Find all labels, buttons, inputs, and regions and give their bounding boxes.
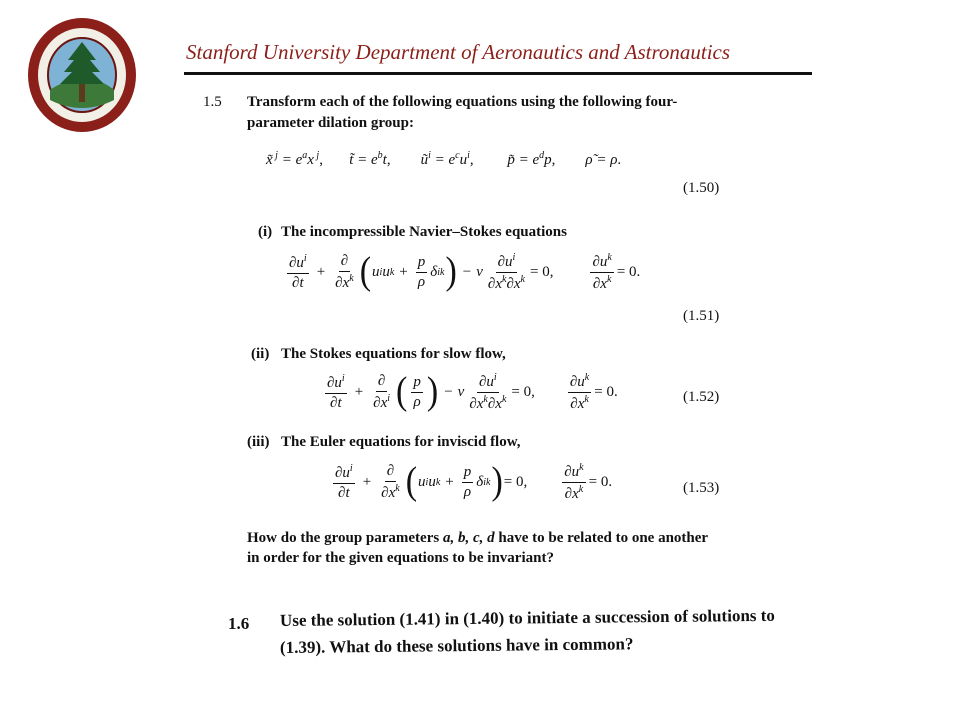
- part-iii-label: (iii): [247, 434, 270, 450]
- equation-1-50: x̃ $^j = e^ax$ $^j$, t̃ = $e^bt$, $ũ^i = e^cu^i$, p̃ = $e^dp$, ρ̃ = ρ.: [266, 150, 622, 168]
- part-ii-text: The Stokes equations for slow flow,: [281, 346, 506, 362]
- equation-label-1-52: (1.52): [683, 389, 720, 405]
- question-params: a, b, c, d: [442, 530, 495, 546]
- equation-1-53: $\frac{\partial u^i}{\partial t}$ + $\frac{\partial}{\partial x^k}$ ( u i u k + $\frac{p}{\rho}$ δ i k ) = 0, $\frac{\partial u^k}{\partial x^k}$ = 0.: [335, 460, 613, 503]
- problem-1-5-line-1: Transform each of the following equations using the following four-: [247, 94, 678, 110]
- problem-number-1-6: 1.6: [228, 614, 250, 633]
- question-line-1: How do the group parameters a, b, c, d have to be related to one another: [247, 530, 709, 546]
- part-iii-text: The Euler equations for inviscid flow,: [281, 434, 521, 450]
- part-i-label: (i): [258, 224, 273, 240]
- problem-number-1-5: 1.5: [203, 94, 222, 110]
- problem-1-6-line-1: Use the solution (1.41) in (1.40) to initiate a succession of solutions to: [279, 605, 775, 630]
- header-title: Stanford University Department of Aeronautics and Astronautics: [186, 40, 731, 64]
- equation-1-52: $\frac{\partial u^i}{\partial t}$ + $\frac{\partial}{\partial x^i}$ ( $\frac{p}{\rho}$ ) − ν $\frac{\partial u^i}{\partial x^k\partial x^k}$ = 0, $\frac{\partial u^k}{\partial x^k}$ = 0.: [327, 370, 618, 413]
- part-i-text: The incompressible Navier–Stokes equations: [281, 224, 567, 240]
- part-ii-label: (ii): [251, 346, 270, 362]
- equation-label-1-51: (1.51): [683, 308, 720, 324]
- equation-1-51: $\frac{\partial u^i}{\partial t}$ + $\frac{\partial}{\partial x^k}$ ( u i u k + $\frac{p}{\rho}$ δ i k ) − ν $\frac{\partial u^i}{\partial x^k\partial x^k}$ = 0, $\frac{\partial u^k}{\partial x^k}$ = 0.: [289, 250, 641, 293]
- equation-label-1-50: (1.50): [683, 180, 720, 196]
- header-divider: [184, 72, 812, 75]
- problem-1-5-line-2: parameter dilation group:: [247, 115, 414, 131]
- problem-1-6-line-2: (1.39). What do these solutions have in common?: [279, 634, 634, 657]
- equation-label-1-53: (1.53): [683, 480, 720, 496]
- question-line-2: in order for the given equations to be invariant?: [247, 550, 554, 566]
- stanford-seal-icon: [26, 16, 138, 134]
